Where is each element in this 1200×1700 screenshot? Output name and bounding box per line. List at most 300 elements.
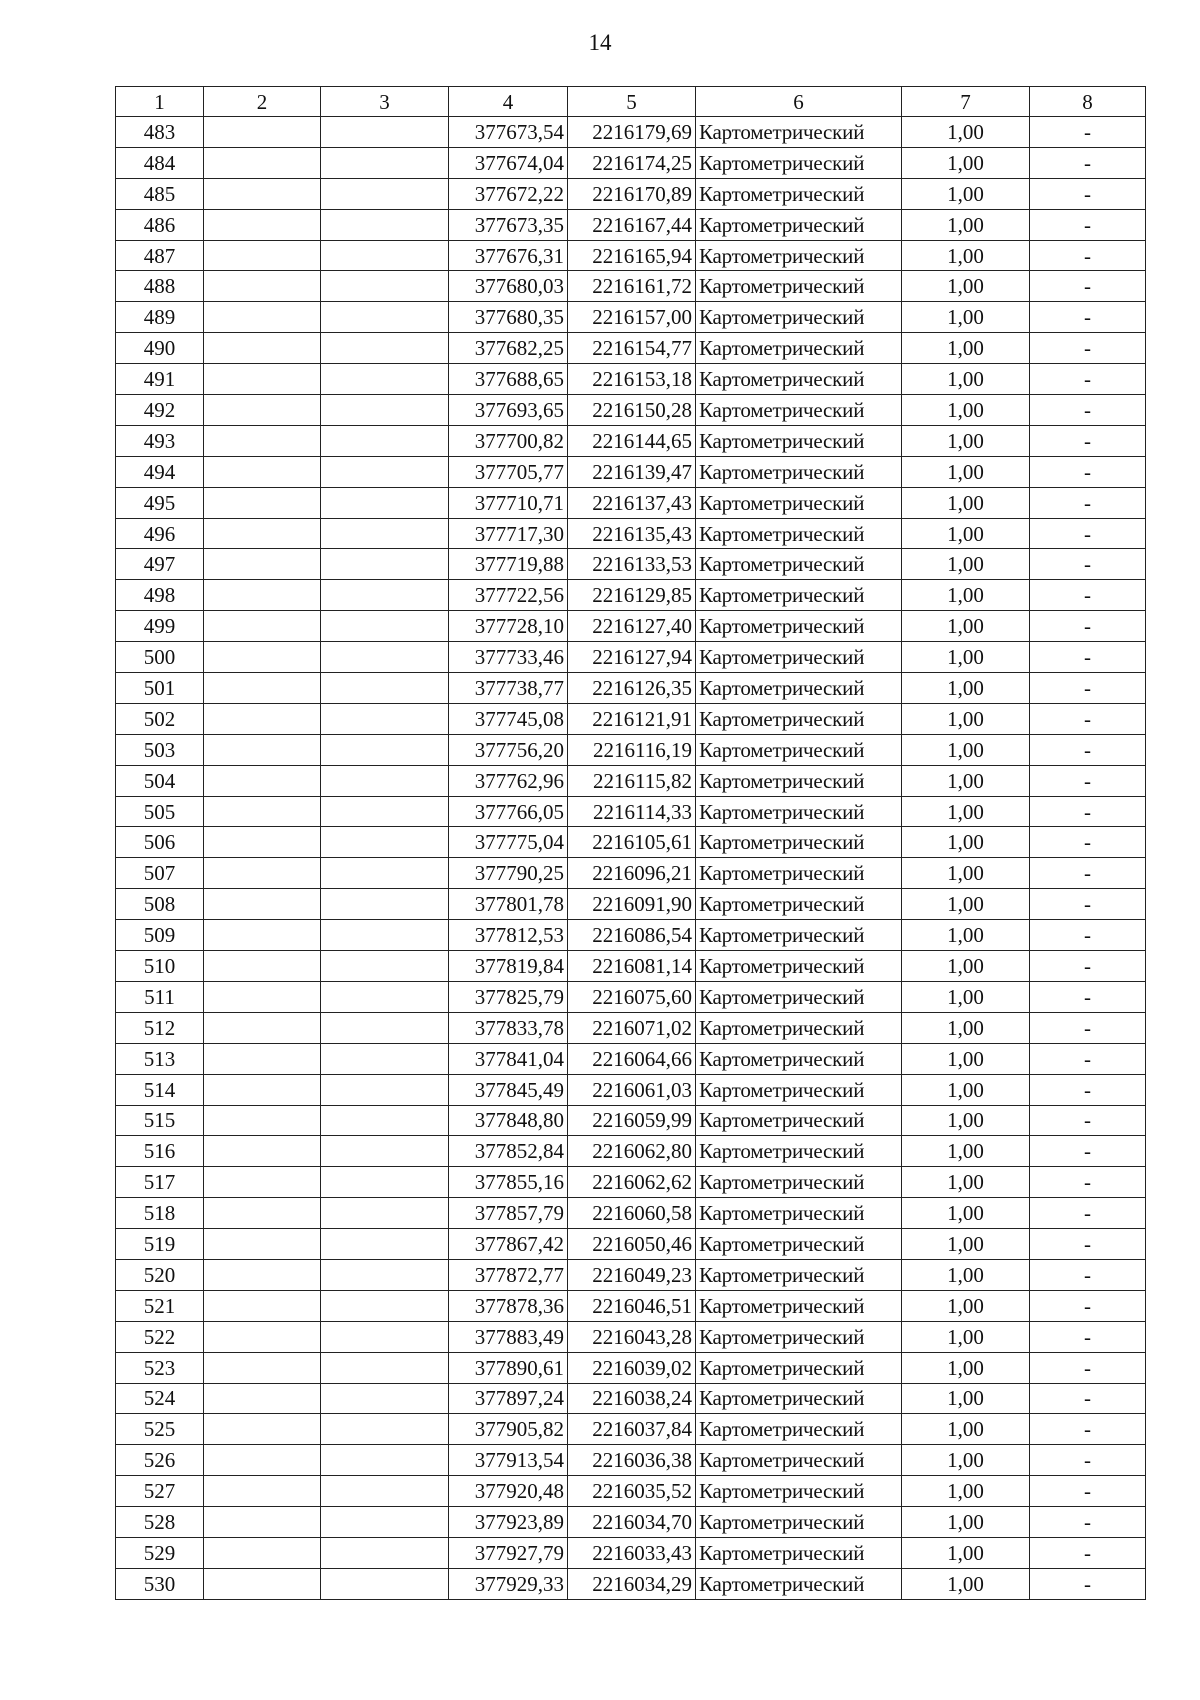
column-3-cell: [321, 673, 449, 704]
x-coordinate-cell: 377728,10: [449, 611, 568, 642]
table-row: [116, 456, 1146, 487]
y-coordinate-cell: 2216167,44: [568, 209, 696, 240]
point-number-cell: 526: [116, 1445, 204, 1476]
x-coordinate-cell: 377825,79: [449, 981, 568, 1012]
note-cell: -: [1030, 827, 1146, 858]
point-number-cell: 513: [116, 1043, 204, 1074]
x-coordinate-cell: 377920,48: [449, 1476, 568, 1507]
note-cell: -: [1030, 642, 1146, 673]
method-cell: Картометрический: [696, 1198, 902, 1229]
column-2-cell: [204, 487, 321, 518]
method-cell: Картометрический: [696, 611, 902, 642]
x-coordinate-cell: 377674,04: [449, 147, 568, 178]
point-number-cell: 496: [116, 518, 204, 549]
method-cell: Картометрический: [696, 209, 902, 240]
table-header: [116, 87, 1146, 117]
table-row: [116, 549, 1146, 580]
y-coordinate-cell: 2216179,69: [568, 117, 696, 148]
point-number-cell: 505: [116, 796, 204, 827]
column-2-cell: [204, 1105, 321, 1136]
y-coordinate-cell: 2216091,90: [568, 889, 696, 920]
note-cell: -: [1030, 951, 1146, 982]
x-coordinate-cell: 377738,77: [449, 673, 568, 704]
table-row: [116, 703, 1146, 734]
point-number-cell: 520: [116, 1259, 204, 1290]
point-number-cell: 490: [116, 333, 204, 364]
table-row: [116, 1383, 1146, 1414]
point-number-cell: 504: [116, 765, 204, 796]
point-number-cell: 486: [116, 209, 204, 240]
method-cell: Картометрический: [696, 951, 902, 982]
accuracy-cell: 1,00: [902, 796, 1030, 827]
method-cell: Картометрический: [696, 1537, 902, 1568]
method-cell: Картометрический: [696, 796, 902, 827]
method-cell: Картометрический: [696, 1259, 902, 1290]
table-row: [116, 518, 1146, 549]
point-number-cell: 500: [116, 642, 204, 673]
x-coordinate-cell: 377745,08: [449, 703, 568, 734]
table-row: [116, 1445, 1146, 1476]
x-coordinate-cell: 377682,25: [449, 333, 568, 364]
y-coordinate-cell: 2216150,28: [568, 395, 696, 426]
column-2-cell: [204, 364, 321, 395]
accuracy-cell: 1,00: [902, 1476, 1030, 1507]
point-number-cell: 502: [116, 703, 204, 734]
column-3-cell: [321, 395, 449, 426]
method-cell: Картометрический: [696, 240, 902, 271]
method-cell: Картометрический: [696, 580, 902, 611]
header-cell-7: 7: [902, 87, 1030, 117]
table-row: [116, 1507, 1146, 1538]
y-coordinate-cell: 2216081,14: [568, 951, 696, 982]
x-coordinate-cell: 377680,35: [449, 302, 568, 333]
y-coordinate-cell: 2216075,60: [568, 981, 696, 1012]
column-3-cell: [321, 1074, 449, 1105]
table-row: [116, 1136, 1146, 1167]
method-cell: Картометрический: [696, 333, 902, 364]
table-row: [116, 827, 1146, 858]
coordinates-table: [115, 86, 1146, 1600]
method-cell: Картометрический: [696, 487, 902, 518]
note-cell: -: [1030, 240, 1146, 271]
method-cell: Картометрический: [696, 271, 902, 302]
method-cell: Картометрический: [696, 1167, 902, 1198]
note-cell: -: [1030, 1136, 1146, 1167]
column-2-cell: [204, 1012, 321, 1043]
column-2-cell: [204, 1043, 321, 1074]
note-cell: -: [1030, 981, 1146, 1012]
x-coordinate-cell: 377857,79: [449, 1198, 568, 1229]
note-cell: -: [1030, 333, 1146, 364]
column-3-cell: [321, 240, 449, 271]
method-cell: Картометрический: [696, 703, 902, 734]
note-cell: -: [1030, 1012, 1146, 1043]
accuracy-cell: 1,00: [902, 271, 1030, 302]
x-coordinate-cell: 377762,96: [449, 765, 568, 796]
accuracy-cell: 1,00: [902, 827, 1030, 858]
method-cell: Картометрический: [696, 395, 902, 426]
method-cell: Картометрический: [696, 1568, 902, 1599]
accuracy-cell: 1,00: [902, 395, 1030, 426]
table-row: [116, 920, 1146, 951]
accuracy-cell: 1,00: [902, 117, 1030, 148]
accuracy-cell: 1,00: [902, 611, 1030, 642]
method-cell: Картометрический: [696, 858, 902, 889]
y-coordinate-cell: 2216038,24: [568, 1383, 696, 1414]
point-number-cell: 529: [116, 1537, 204, 1568]
column-3-cell: [321, 425, 449, 456]
accuracy-cell: 1,00: [902, 1136, 1030, 1167]
table-row: [116, 858, 1146, 889]
point-number-cell: 514: [116, 1074, 204, 1105]
accuracy-cell: 1,00: [902, 302, 1030, 333]
column-2-cell: [204, 858, 321, 889]
table-body: [116, 117, 1146, 1600]
accuracy-cell: 1,00: [902, 456, 1030, 487]
y-coordinate-cell: 2216114,33: [568, 796, 696, 827]
method-cell: Картометрический: [696, 302, 902, 333]
point-number-cell: 498: [116, 580, 204, 611]
column-3-cell: [321, 1568, 449, 1599]
accuracy-cell: 1,00: [902, 549, 1030, 580]
accuracy-cell: 1,00: [902, 1290, 1030, 1321]
table-row: [116, 1414, 1146, 1445]
column-3-cell: [321, 920, 449, 951]
x-coordinate-cell: 377872,77: [449, 1259, 568, 1290]
point-number-cell: 522: [116, 1321, 204, 1352]
column-2-cell: [204, 920, 321, 951]
accuracy-cell: 1,00: [902, 147, 1030, 178]
note-cell: -: [1030, 549, 1146, 580]
column-3-cell: [321, 765, 449, 796]
note-cell: -: [1030, 920, 1146, 951]
column-3-cell: [321, 1445, 449, 1476]
note-cell: -: [1030, 1445, 1146, 1476]
column-2-cell: [204, 333, 321, 364]
point-number-cell: 511: [116, 981, 204, 1012]
point-number-cell: 519: [116, 1229, 204, 1260]
point-number-cell: 507: [116, 858, 204, 889]
point-number-cell: 515: [116, 1105, 204, 1136]
note-cell: -: [1030, 580, 1146, 611]
table-row: [116, 734, 1146, 765]
accuracy-cell: 1,00: [902, 1198, 1030, 1229]
method-cell: Картометрический: [696, 1445, 902, 1476]
note-cell: -: [1030, 487, 1146, 518]
note-cell: -: [1030, 209, 1146, 240]
table-row: [116, 1476, 1146, 1507]
column-2-cell: [204, 209, 321, 240]
point-number-cell: 523: [116, 1352, 204, 1383]
column-2-cell: [204, 549, 321, 580]
accuracy-cell: 1,00: [902, 364, 1030, 395]
y-coordinate-cell: 2216096,21: [568, 858, 696, 889]
table-row: [116, 673, 1146, 704]
point-number-cell: 499: [116, 611, 204, 642]
column-2-cell: [204, 580, 321, 611]
note-cell: -: [1030, 796, 1146, 827]
x-coordinate-cell: 377883,49: [449, 1321, 568, 1352]
note-cell: -: [1030, 302, 1146, 333]
table-row: [116, 364, 1146, 395]
point-number-cell: 503: [116, 734, 204, 765]
table-row: [116, 178, 1146, 209]
note-cell: -: [1030, 1476, 1146, 1507]
point-number-cell: 510: [116, 951, 204, 982]
method-cell: Картометрический: [696, 147, 902, 178]
y-coordinate-cell: 2216049,23: [568, 1259, 696, 1290]
column-3-cell: [321, 1198, 449, 1229]
accuracy-cell: 1,00: [902, 920, 1030, 951]
table-row: [116, 1074, 1146, 1105]
point-number-cell: 516: [116, 1136, 204, 1167]
x-coordinate-cell: 377766,05: [449, 796, 568, 827]
y-coordinate-cell: 2216127,94: [568, 642, 696, 673]
note-cell: -: [1030, 1259, 1146, 1290]
column-2-cell: [204, 117, 321, 148]
x-coordinate-cell: 377775,04: [449, 827, 568, 858]
x-coordinate-cell: 377717,30: [449, 518, 568, 549]
x-coordinate-cell: 377852,84: [449, 1136, 568, 1167]
x-coordinate-cell: 377848,80: [449, 1105, 568, 1136]
column-2-cell: [204, 734, 321, 765]
method-cell: Картометрический: [696, 734, 902, 765]
note-cell: -: [1030, 611, 1146, 642]
y-coordinate-cell: 2216137,43: [568, 487, 696, 518]
x-coordinate-cell: 377841,04: [449, 1043, 568, 1074]
column-3-cell: [321, 487, 449, 518]
table-row: [116, 1167, 1146, 1198]
point-number-cell: 484: [116, 147, 204, 178]
table-row: [116, 1537, 1146, 1568]
x-coordinate-cell: 377890,61: [449, 1352, 568, 1383]
y-coordinate-cell: 2216105,61: [568, 827, 696, 858]
column-3-cell: [321, 703, 449, 734]
method-cell: Картометрический: [696, 1074, 902, 1105]
header-cell-5: 5: [568, 87, 696, 117]
point-number-cell: 512: [116, 1012, 204, 1043]
x-coordinate-cell: 377878,36: [449, 1290, 568, 1321]
point-number-cell: 525: [116, 1414, 204, 1445]
y-coordinate-cell: 2216154,77: [568, 333, 696, 364]
y-coordinate-cell: 2216037,84: [568, 1414, 696, 1445]
column-2-cell: [204, 642, 321, 673]
accuracy-cell: 1,00: [902, 1352, 1030, 1383]
y-coordinate-cell: 2216086,54: [568, 920, 696, 951]
point-number-cell: 509: [116, 920, 204, 951]
x-coordinate-cell: 377733,46: [449, 642, 568, 673]
column-2-cell: [204, 1445, 321, 1476]
header-row: [116, 87, 1146, 117]
y-coordinate-cell: 2216033,43: [568, 1537, 696, 1568]
table-row: [116, 951, 1146, 982]
x-coordinate-cell: 377923,89: [449, 1507, 568, 1538]
accuracy-cell: 1,00: [902, 1383, 1030, 1414]
method-cell: Картометрический: [696, 1043, 902, 1074]
point-number-cell: 492: [116, 395, 204, 426]
method-cell: Картометрический: [696, 1136, 902, 1167]
header-cell-4: 4: [449, 87, 568, 117]
x-coordinate-cell: 377676,31: [449, 240, 568, 271]
y-coordinate-cell: 2216116,19: [568, 734, 696, 765]
column-3-cell: [321, 1167, 449, 1198]
x-coordinate-cell: 377673,35: [449, 209, 568, 240]
accuracy-cell: 1,00: [902, 1568, 1030, 1599]
note-cell: -: [1030, 518, 1146, 549]
method-cell: Картометрический: [696, 117, 902, 148]
accuracy-cell: 1,00: [902, 580, 1030, 611]
column-3-cell: [321, 1012, 449, 1043]
x-coordinate-cell: 377929,33: [449, 1568, 568, 1599]
table-row: [116, 425, 1146, 456]
table-row: [116, 395, 1146, 426]
header-cell-2: 2: [204, 87, 321, 117]
note-cell: -: [1030, 889, 1146, 920]
column-3-cell: [321, 1414, 449, 1445]
x-coordinate-cell: 377722,56: [449, 580, 568, 611]
column-3-cell: [321, 1259, 449, 1290]
column-2-cell: [204, 1321, 321, 1352]
note-cell: -: [1030, 425, 1146, 456]
column-3-cell: [321, 271, 449, 302]
note-cell: -: [1030, 673, 1146, 704]
x-coordinate-cell: 377700,82: [449, 425, 568, 456]
note-cell: -: [1030, 1568, 1146, 1599]
column-3-cell: [321, 889, 449, 920]
table-row: [116, 1321, 1146, 1352]
accuracy-cell: 1,00: [902, 1507, 1030, 1538]
table-row: [116, 271, 1146, 302]
column-2-cell: [204, 271, 321, 302]
column-3-cell: [321, 1290, 449, 1321]
column-2-cell: [204, 1507, 321, 1538]
column-3-cell: [321, 642, 449, 673]
column-3-cell: [321, 1352, 449, 1383]
accuracy-cell: 1,00: [902, 951, 1030, 982]
accuracy-cell: 1,00: [902, 1043, 1030, 1074]
note-cell: -: [1030, 456, 1146, 487]
x-coordinate-cell: 377812,53: [449, 920, 568, 951]
method-cell: Картометрический: [696, 1321, 902, 1352]
accuracy-cell: 1,00: [902, 889, 1030, 920]
column-2-cell: [204, 240, 321, 271]
y-coordinate-cell: 2216115,82: [568, 765, 696, 796]
table-row: [116, 889, 1146, 920]
column-3-cell: [321, 1043, 449, 1074]
y-coordinate-cell: 2216050,46: [568, 1229, 696, 1260]
accuracy-cell: 1,00: [902, 518, 1030, 549]
accuracy-cell: 1,00: [902, 765, 1030, 796]
note-cell: -: [1030, 1229, 1146, 1260]
method-cell: Картометрический: [696, 827, 902, 858]
table-row: [116, 487, 1146, 518]
column-3-cell: [321, 981, 449, 1012]
accuracy-cell: 1,00: [902, 1105, 1030, 1136]
column-3-cell: [321, 1383, 449, 1414]
method-cell: Картометрический: [696, 1352, 902, 1383]
point-number-cell: 501: [116, 673, 204, 704]
method-cell: Картометрический: [696, 364, 902, 395]
point-number-cell: 497: [116, 549, 204, 580]
column-3-cell: [321, 580, 449, 611]
column-3-cell: [321, 734, 449, 765]
y-coordinate-cell: 2216071,02: [568, 1012, 696, 1043]
method-cell: Картометрический: [696, 549, 902, 580]
y-coordinate-cell: 2216135,43: [568, 518, 696, 549]
note-cell: -: [1030, 178, 1146, 209]
y-coordinate-cell: 2216059,99: [568, 1105, 696, 1136]
column-3-cell: [321, 611, 449, 642]
note-cell: -: [1030, 117, 1146, 148]
column-2-cell: [204, 1383, 321, 1414]
table-row: [116, 580, 1146, 611]
y-coordinate-cell: 2216157,00: [568, 302, 696, 333]
y-coordinate-cell: 2216161,72: [568, 271, 696, 302]
column-2-cell: [204, 1476, 321, 1507]
accuracy-cell: 1,00: [902, 333, 1030, 364]
x-coordinate-cell: 377710,71: [449, 487, 568, 518]
method-cell: Картометрический: [696, 765, 902, 796]
column-2-cell: [204, 765, 321, 796]
table-row: [116, 1352, 1146, 1383]
column-3-cell: [321, 302, 449, 333]
y-coordinate-cell: 2216129,85: [568, 580, 696, 611]
x-coordinate-cell: 377756,20: [449, 734, 568, 765]
x-coordinate-cell: 377688,65: [449, 364, 568, 395]
note-cell: -: [1030, 1290, 1146, 1321]
y-coordinate-cell: 2216064,66: [568, 1043, 696, 1074]
note-cell: -: [1030, 1383, 1146, 1414]
column-3-cell: [321, 1105, 449, 1136]
y-coordinate-cell: 2216144,65: [568, 425, 696, 456]
x-coordinate-cell: 377693,65: [449, 395, 568, 426]
column-2-cell: [204, 518, 321, 549]
y-coordinate-cell: 2216046,51: [568, 1290, 696, 1321]
y-coordinate-cell: 2216121,91: [568, 703, 696, 734]
note-cell: -: [1030, 1414, 1146, 1445]
method-cell: Картометрический: [696, 178, 902, 209]
y-coordinate-cell: 2216062,80: [568, 1136, 696, 1167]
x-coordinate-cell: 377801,78: [449, 889, 568, 920]
accuracy-cell: 1,00: [902, 425, 1030, 456]
x-coordinate-cell: 377927,79: [449, 1537, 568, 1568]
point-number-cell: 521: [116, 1290, 204, 1321]
point-number-cell: 495: [116, 487, 204, 518]
column-3-cell: [321, 456, 449, 487]
column-2-cell: [204, 611, 321, 642]
note-cell: -: [1030, 271, 1146, 302]
point-number-cell: 518: [116, 1198, 204, 1229]
point-number-cell: 506: [116, 827, 204, 858]
table-row: [116, 1198, 1146, 1229]
column-3-cell: [321, 178, 449, 209]
point-number-cell: 508: [116, 889, 204, 920]
note-cell: -: [1030, 734, 1146, 765]
accuracy-cell: 1,00: [902, 1321, 1030, 1352]
column-3-cell: [321, 518, 449, 549]
point-number-cell: 489: [116, 302, 204, 333]
accuracy-cell: 1,00: [902, 1537, 1030, 1568]
column-2-cell: [204, 889, 321, 920]
column-2-cell: [204, 1259, 321, 1290]
column-3-cell: [321, 1537, 449, 1568]
column-2-cell: [204, 1136, 321, 1167]
table-row: [116, 1012, 1146, 1043]
method-cell: Картометрический: [696, 1507, 902, 1538]
point-number-cell: 491: [116, 364, 204, 395]
header-cell-1: 1: [116, 87, 204, 117]
y-coordinate-cell: 2216039,02: [568, 1352, 696, 1383]
